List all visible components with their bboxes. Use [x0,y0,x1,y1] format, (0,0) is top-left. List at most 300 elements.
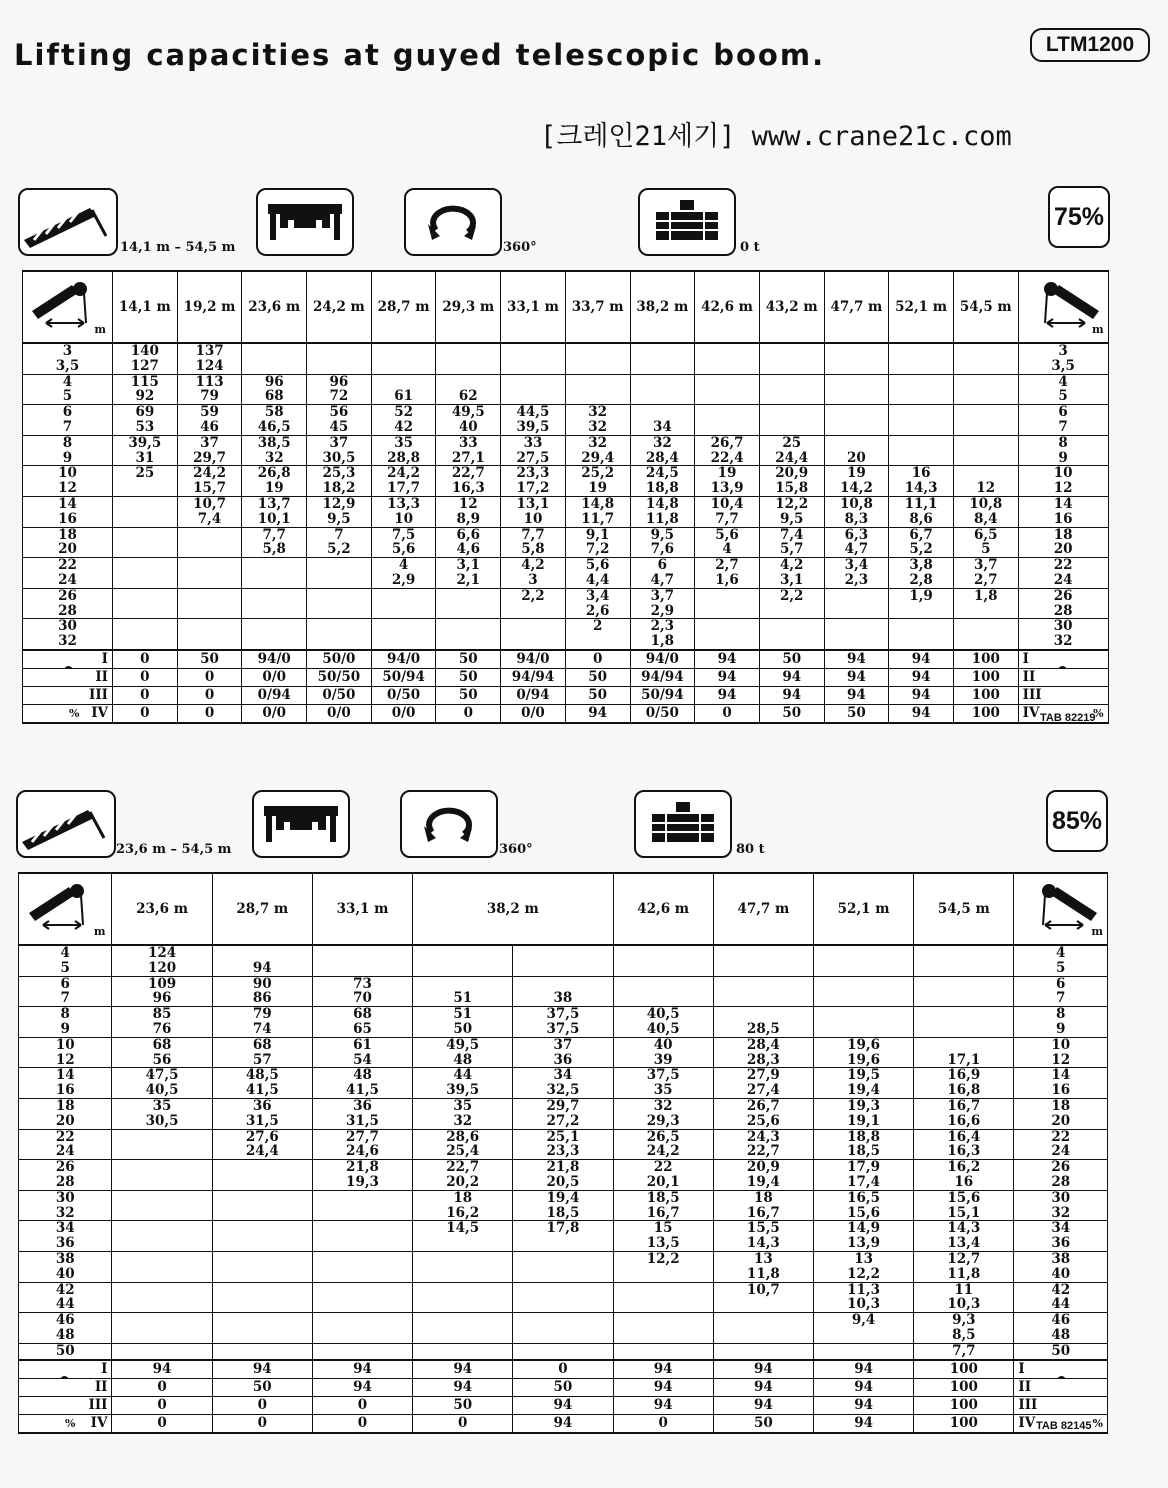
telescope-percent-value: 100 [953,704,1018,723]
capacity-value [713,1297,813,1312]
capacity-value: 9,5 [307,512,372,527]
capacity-value: 28,6 [413,1129,513,1144]
capacity-value: 28,4 [713,1037,813,1052]
telescope-percent-value: 0 [177,668,242,686]
capacity-value: 7,2 [565,542,630,557]
radius-value: 3,5 [1018,359,1108,374]
capacity-value: 12,9 [307,496,372,511]
capacity-value: 20,5 [513,1175,613,1190]
table-row [19,1129,1108,1144]
capacity-value: 45 [307,420,372,435]
telescope-percent-value: 0 [113,650,178,669]
radius-value: 4 [23,374,113,389]
capacity-value: 3,8 [889,558,954,573]
boom-icon [16,790,116,858]
capacity-value [113,512,178,527]
capacity-value: 26,8 [242,466,307,481]
capacity-value: 32 [242,451,307,466]
table-row [23,558,1109,573]
radius-value: 6 [1014,976,1108,991]
capacity-value: 68 [312,1007,412,1022]
capacity-value: 56 [307,405,372,420]
capacity-value [713,945,813,961]
capacity-value [501,374,566,389]
capacity-value [212,945,312,961]
capacity-value [177,588,242,603]
telescope-percent-value: 0 [113,704,178,723]
capacity-value: 4,4 [565,573,630,588]
capacity-value [501,619,566,634]
capacity-value [242,619,307,634]
capacity-value: 26,7 [713,1098,813,1113]
telescope-percent-value: 50/0 [307,650,372,669]
capacity-value: 16,5 [813,1190,913,1205]
capacity-value: 34 [630,420,695,435]
telescope-percent-value: 0/0 [307,704,372,723]
capacity-value [695,343,760,359]
telescope-label-right [1018,650,1108,669]
capacity-value: 6 [630,558,695,573]
telescope-percent-value: 50 [413,1396,513,1414]
capacity-value: 32 [565,420,630,435]
capacity-value [112,1267,212,1282]
capacity-value: 16 [889,466,954,481]
capacity-value: 6,6 [436,527,501,542]
capacity-value [413,976,513,991]
capacity-value: 6,5 [953,527,1018,542]
capacity-value [413,1313,513,1328]
capacity-value [413,1267,513,1282]
radius-value: 9 [1014,1022,1108,1037]
boom-length-header: 28,7 m [212,873,312,945]
telescoping-row [19,1396,1108,1414]
capacity-value: 9,3 [914,1313,1014,1328]
table-row [19,1083,1108,1098]
table-row [23,542,1109,557]
capacity-value [112,1328,212,1343]
telescope-percent-value: 100 [953,668,1018,686]
capacity-value [436,634,501,650]
capacity-value [112,1297,212,1312]
capacity-value: 52 [371,405,436,420]
capacity-value [113,558,178,573]
counterweight-icon [638,188,736,256]
capacity-value [112,1129,212,1144]
capacity-value: 6,7 [889,527,954,542]
slew-label: 360° [503,240,537,255]
capacity-value [413,945,513,961]
capacity-value [242,634,307,650]
radius-value: 26 [23,588,113,603]
capacity-value: 32,5 [513,1083,613,1098]
capacity-value [312,1267,412,1282]
capacity-value [312,1190,412,1205]
capacity-value: 86 [212,991,312,1006]
capacity-value [813,991,913,1006]
capacity-value [312,1282,412,1297]
radius-value: 30 [1018,619,1108,634]
telescope-percent-value: 50 [713,1414,813,1433]
capacity-value: 32 [613,1098,713,1113]
telescope-percent-value: 94 [713,1378,813,1396]
capacity-value: 57 [212,1053,312,1068]
capacity-value [113,496,178,511]
percent-unit: % [1092,1416,1103,1430]
capacity-value: 8,4 [953,512,1018,527]
radius-value: 24 [1014,1144,1108,1159]
table-row [23,604,1109,619]
capacity-value: 25 [759,435,824,450]
source-watermark: [크레인21세기] www.crane21c.com [540,121,1012,152]
capacity-value [695,634,760,650]
capacity-value: 20,9 [713,1160,813,1175]
telescope-percent-value: 94 [813,1414,913,1433]
capacity-value: 16,2 [413,1206,513,1221]
capacity-value [112,1206,212,1221]
capacity-value: 16,7 [713,1206,813,1221]
capacity-value: 4 [371,558,436,573]
telescope-percent-value: 94 [824,650,889,669]
capacity-value: 22 [613,1160,713,1175]
telescoping-icon [21,1361,81,1379]
telescope-percent-value: 0 [113,668,178,686]
telescope-percent-value: 94/94 [630,668,695,686]
telescope-section-label: II [94,1378,108,1395]
capacity-value [914,1037,1014,1052]
capacity-value: 15,8 [759,481,824,496]
capacity-value [759,343,824,359]
capacity-value [413,1236,513,1251]
capacity-value [565,389,630,404]
telescoping-row [19,1378,1108,1396]
capacity-value [630,405,695,420]
capacity-value: 27,2 [513,1114,613,1129]
telescope-section-label: III [88,1396,108,1413]
radius-value: 50 [19,1343,112,1359]
capacity-value: 24,2 [371,466,436,481]
capacity-value: 25 [113,466,178,481]
telescope-label-left [23,650,113,669]
boom-length-header: 47,7 m [713,873,813,945]
capacity-value: 19 [242,481,307,496]
radius-value: 32 [23,634,113,650]
telescope-percent-value: 0/0 [242,704,307,723]
capacity-value [565,343,630,359]
capacity-value: 13,3 [371,496,436,511]
boom-length-header: 33,7 m [565,271,630,343]
capacity-value: 12 [953,481,1018,496]
telescope-percent-value: 50 [565,668,630,686]
capacity-value [312,1206,412,1221]
capacity-value [242,573,307,588]
table-row [19,1053,1108,1068]
capacity-value: 40,5 [112,1083,212,1098]
capacity-value: 31,5 [312,1114,412,1129]
radius-value: 5 [1018,389,1108,404]
capacity-value: 35 [112,1098,212,1113]
capacity-value: 2,1 [436,573,501,588]
capacity-value [242,604,307,619]
capacity-value [312,1221,412,1236]
radius-value: 18 [1018,527,1108,542]
telescoping-row [23,686,1109,704]
radius-value: 46 [19,1313,112,1328]
capacity-value: 19,4 [813,1083,913,1098]
radius-value: 8 [1014,1007,1108,1022]
telescope-percent-value: 94 [824,668,889,686]
radius-value: 40 [1014,1267,1108,1282]
telescope-section-label: IV [1022,704,1040,721]
capacity-value: 37,5 [513,1022,613,1037]
capacity-value [212,1251,312,1266]
capacity-value: 4,7 [824,542,889,557]
slew-label: 360° [499,842,533,857]
capacity-value [307,634,372,650]
table-row [23,359,1109,374]
capacity-value [212,1175,312,1190]
capacity-value [112,1313,212,1328]
capacity-value: 3,4 [565,588,630,603]
radius-value: 16 [1014,1083,1108,1098]
telescope-percent-value: 94 [759,668,824,686]
capacity-value [759,405,824,420]
capacity-value: 7,6 [630,542,695,557]
page-title: Lifting capacities at guyed telescopic boom. [14,38,826,72]
table-row [19,1328,1108,1343]
capacity-value: 12 [436,496,501,511]
capacity-value [513,1251,613,1266]
table-row [23,420,1109,435]
capacity-value [713,961,813,976]
capacity-value [824,420,889,435]
capacity-value [953,359,1018,374]
capacity-value [513,961,613,976]
capacity-value: 13,5 [613,1236,713,1251]
capacity-value: 2,7 [695,558,760,573]
capacity-value [953,604,1018,619]
capacity-value [914,976,1014,991]
table-reference: TAB 82219 [1040,712,1096,724]
table-row [19,1267,1108,1282]
telescope-percent-value: 94 [813,1396,913,1414]
telescope-percent-value: 0 [212,1396,312,1414]
radius-value: 14 [23,496,113,511]
telescope-percent-value: 94/0 [242,650,307,669]
telescope-percent-value: 94 [695,650,760,669]
capacity-value: 18,5 [613,1190,713,1205]
radius-value: 28 [1018,604,1108,619]
radius-value: 22 [23,558,113,573]
capacity-value: 124 [112,945,212,961]
capacity-value: 27,1 [436,451,501,466]
telescope-percent-value: 94 [613,1360,713,1379]
capacity-value [824,343,889,359]
radius-value: 28 [23,604,113,619]
capacity-value: 7,7 [501,527,566,542]
capacity-value: 19,6 [813,1053,913,1068]
capacity-value [824,634,889,650]
capacity-value [212,1282,312,1297]
capacity-value: 14,2 [824,481,889,496]
capacity-value: 10,3 [813,1297,913,1312]
capacity-value: 17,8 [513,1221,613,1236]
capacity-value [242,588,307,603]
percent-unit: % [65,1416,76,1430]
capacity-value: 8,3 [824,512,889,527]
radius-value: 4 [1018,374,1108,389]
capacity-value [613,991,713,1006]
capacity-value [307,343,372,359]
radius-value: 14 [1018,496,1108,511]
capacity-value: 14,8 [630,496,695,511]
capacity-value: 124 [177,359,242,374]
capacity-value [212,1236,312,1251]
capacity-value: 24,2 [613,1144,713,1159]
capacity-value [759,604,824,619]
outrigger-icon [256,188,354,256]
capacity-value [501,359,566,374]
radius-value: 7 [19,991,112,1006]
telescope-percent-value: 50/50 [307,668,372,686]
capacity-value [613,1328,713,1343]
capacity-value: 27,4 [713,1083,813,1098]
capacity-value [112,1175,212,1190]
radius-value: 22 [1014,1129,1108,1144]
capacity-value [436,359,501,374]
capacity-value: 12,7 [914,1251,1014,1266]
capacity-value: 22,7 [713,1144,813,1159]
radius-header [1014,873,1108,945]
capacity-value: 2 [565,619,630,634]
capacity-value: 68 [242,389,307,404]
telescope-label-left [23,686,113,704]
telescoping-row [23,704,1109,723]
capacity-value [813,976,913,991]
telescoping-icon [1046,651,1106,669]
capacity-value [953,405,1018,420]
capacity-value: 10,4 [695,496,760,511]
capacity-value: 34 [513,1068,613,1083]
telescope-label-left [19,1360,112,1379]
capacity-value: 5,2 [889,542,954,557]
telescope-percent-value: 0/94 [501,686,566,704]
capacity-value [565,374,630,389]
capacity-value [695,359,760,374]
capacity-value: 2,2 [759,588,824,603]
capacity-value: 24,4 [759,451,824,466]
capacity-value: 24,3 [713,1129,813,1144]
capacity-value: 11,8 [630,512,695,527]
capacity-value: 19,1 [813,1114,913,1129]
telescope-percent-value: 50 [759,704,824,723]
percent-badge: 75% [1048,186,1110,248]
capacity-value [212,1313,312,1328]
boom-length-header: 29,3 m [436,271,501,343]
telescope-percent-value: 0 [112,1414,212,1433]
capacity-value [371,634,436,650]
capacity-value [501,389,566,404]
telescope-percent-value: 50/94 [371,668,436,686]
capacity-value: 25,4 [413,1144,513,1159]
capacity-value [212,1343,312,1359]
table-row [19,1343,1108,1359]
telescope-percent-value: 0/50 [307,686,372,704]
radius-header [19,873,112,945]
table-row [19,1221,1108,1236]
capacity-value: 25,3 [307,466,372,481]
capacity-value: 28,4 [630,451,695,466]
capacity-value [312,1313,412,1328]
capacity-value [953,634,1018,650]
capacity-value: 8,9 [436,512,501,527]
telescope-label-left [23,668,113,686]
capacity-value [695,374,760,389]
telescope-percent-value: 0 [613,1414,713,1433]
radius-value: 14 [19,1068,112,1083]
capacity-value [312,1343,412,1359]
telescope-label-left [19,1396,112,1414]
capacity-value: 1,9 [889,588,954,603]
radius-value: 5 [19,961,112,976]
telescope-percent-value: 50 [513,1378,613,1396]
capacity-value: 4,2 [759,558,824,573]
capacity-value [371,374,436,389]
capacity-value: 19,4 [713,1175,813,1190]
capacity-value: 33 [501,435,566,450]
capacity-value: 25,2 [565,466,630,481]
telescope-percent-value: 0 [513,1360,613,1379]
capacity-value [613,945,713,961]
telescope-percent-value: 100 [914,1396,1014,1414]
capacity-value: 24,2 [177,466,242,481]
capacity-value: 13,4 [914,1236,1014,1251]
capacity-value: 94 [212,961,312,976]
capacity-value: 49,5 [436,405,501,420]
capacity-value: 10,7 [177,496,242,511]
capacity-value: 9,5 [759,512,824,527]
capacity-value: 74 [212,1022,312,1037]
telescope-percent-value: 94 [695,668,760,686]
capacity-value: 8,5 [914,1328,1014,1343]
capacity-value: 5,7 [759,542,824,557]
telescope-percent-value: 94/0 [630,650,695,669]
capacity-value: 79 [177,389,242,404]
capacity-value: 10,8 [953,496,1018,511]
capacity-value: 59 [177,405,242,420]
telescope-label-right [1014,1360,1108,1379]
radius-value: 12 [1018,481,1108,496]
capacity-value [112,1144,212,1159]
capacity-value [212,1328,312,1343]
table-row [19,1037,1108,1052]
telescope-percent-value: 94 [413,1360,513,1379]
capacity-value: 31,5 [212,1114,312,1129]
capacity-value: 3,1 [436,558,501,573]
telescoping-row [23,668,1109,686]
telescope-percent-value: 94 [613,1378,713,1396]
capacity-value [824,435,889,450]
table-row [23,451,1109,466]
capacity-value: 5,6 [695,527,760,542]
radius-value: 20 [23,542,113,557]
table-row [19,1175,1108,1190]
telescope-percent-value: 0 [113,686,178,704]
capacity-value: 16,7 [613,1206,713,1221]
telescoping-row [23,650,1109,669]
capacity-value: 42 [371,420,436,435]
capacity-value [212,1206,312,1221]
slew-icon [404,188,502,256]
